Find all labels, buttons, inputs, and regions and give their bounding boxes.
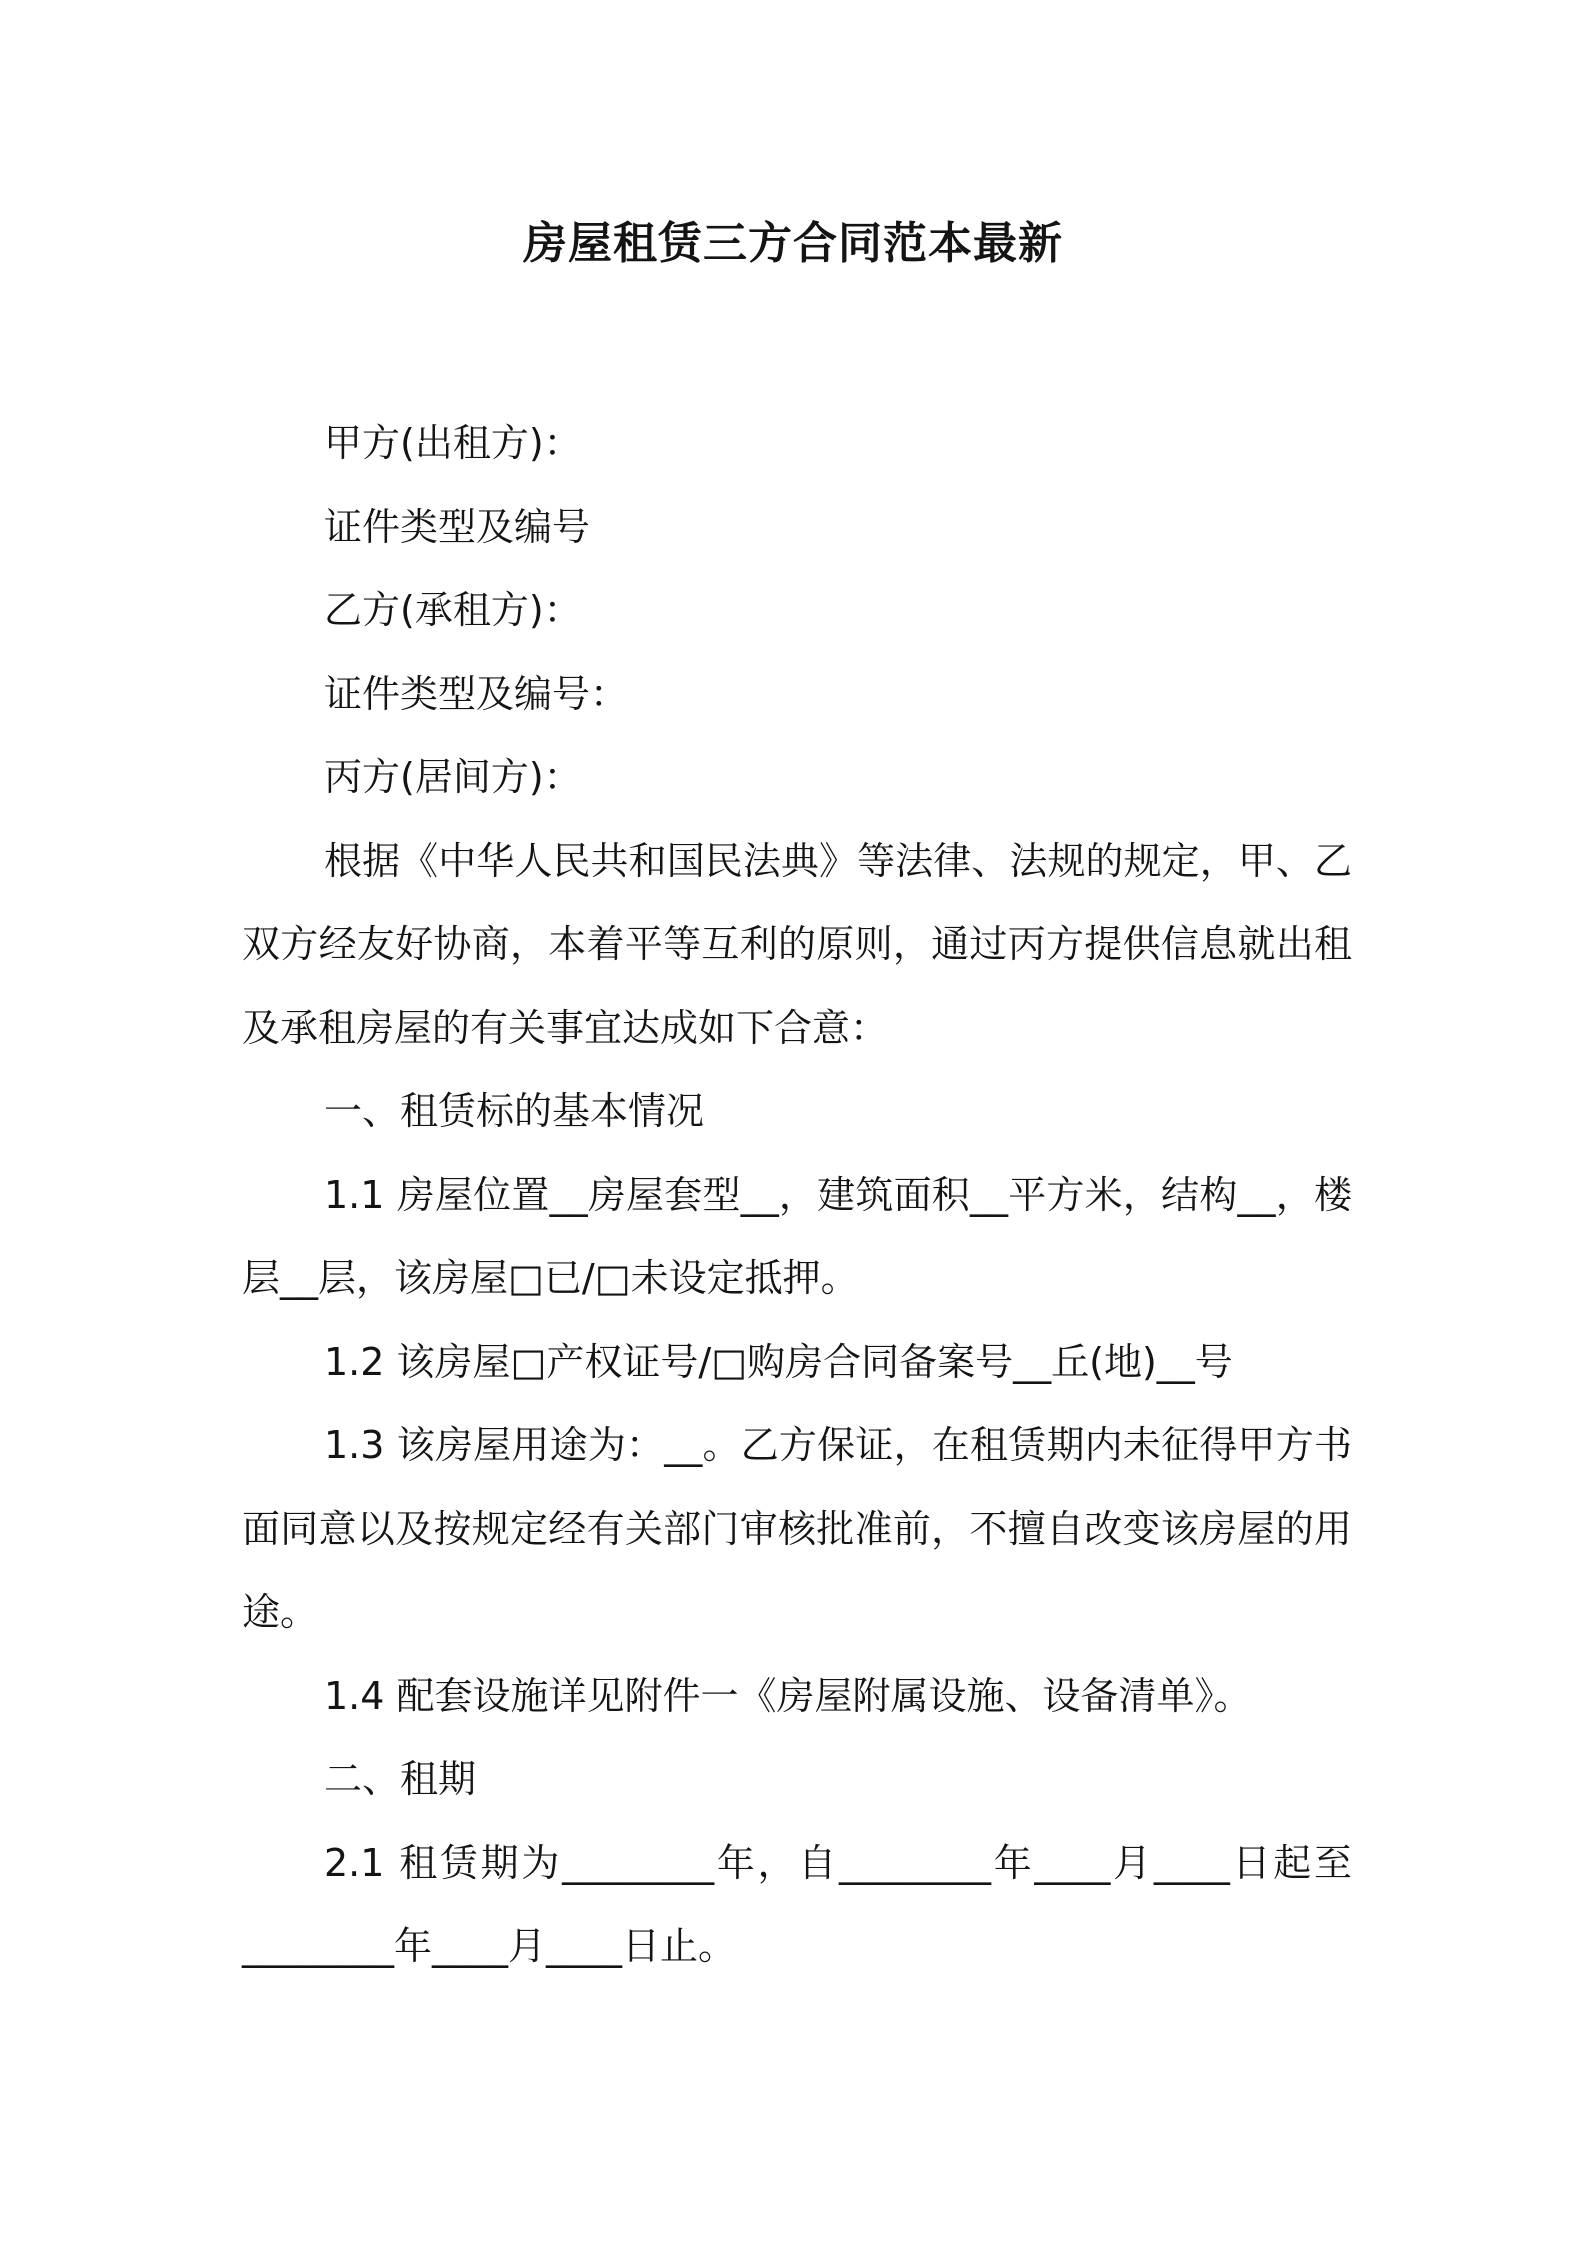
party-b-id-line: 证件类型及编号： (324, 671, 629, 716)
party-b-line: 乙方(承租方)： (324, 588, 582, 632)
clause-1-1: 1.1 房屋位置__房屋套型__，建筑面积__平方米，结构__，楼层__层，该房屋□已/□未设定抵押。 (242, 1172, 1352, 1300)
clause-1-2: 1.2 该房屋□产权证号/□购房合同备案号__丘(地)__号 (324, 1339, 1233, 1384)
clause-1-4: 1.4 配套设施详见附件一《房屋附属设施、设备清单》。 (324, 1673, 1252, 1718)
party-c-line: 丙方(居间方)： (324, 755, 582, 799)
clause-2-1: 2.1 租赁期为________年，自________年____月____日起至________年____月____日止。 (242, 1840, 1352, 1968)
section-1-heading: 一、租赁标的基本情况 (324, 1089, 705, 1133)
document-body (242, 402, 1352, 1989)
preamble-paragraph: 根据《中华人民共和国民法典》等法律、法规的规定，甲、乙双方经友好协商，本着平等互利的原则，通过丙方提供信息就出租及承租房屋的有关事宜达成如下合意： (242, 838, 1352, 1050)
party-a-id-line: 证件类型及编号 (324, 504, 591, 549)
clause-1-3: 1.3 该房屋用途为：__。乙方保证，在租赁期内未征得甲方书面同意以及按规定经有关部门审核批准前，不擅自改变该房屋的用途。 (242, 1423, 1352, 1634)
party-a-line: 甲方(出租方)： (324, 421, 582, 465)
document-title: 房屋租赁三方合同范本最新 (523, 218, 1063, 269)
section-2-heading: 二、租期 (324, 1757, 477, 1801)
